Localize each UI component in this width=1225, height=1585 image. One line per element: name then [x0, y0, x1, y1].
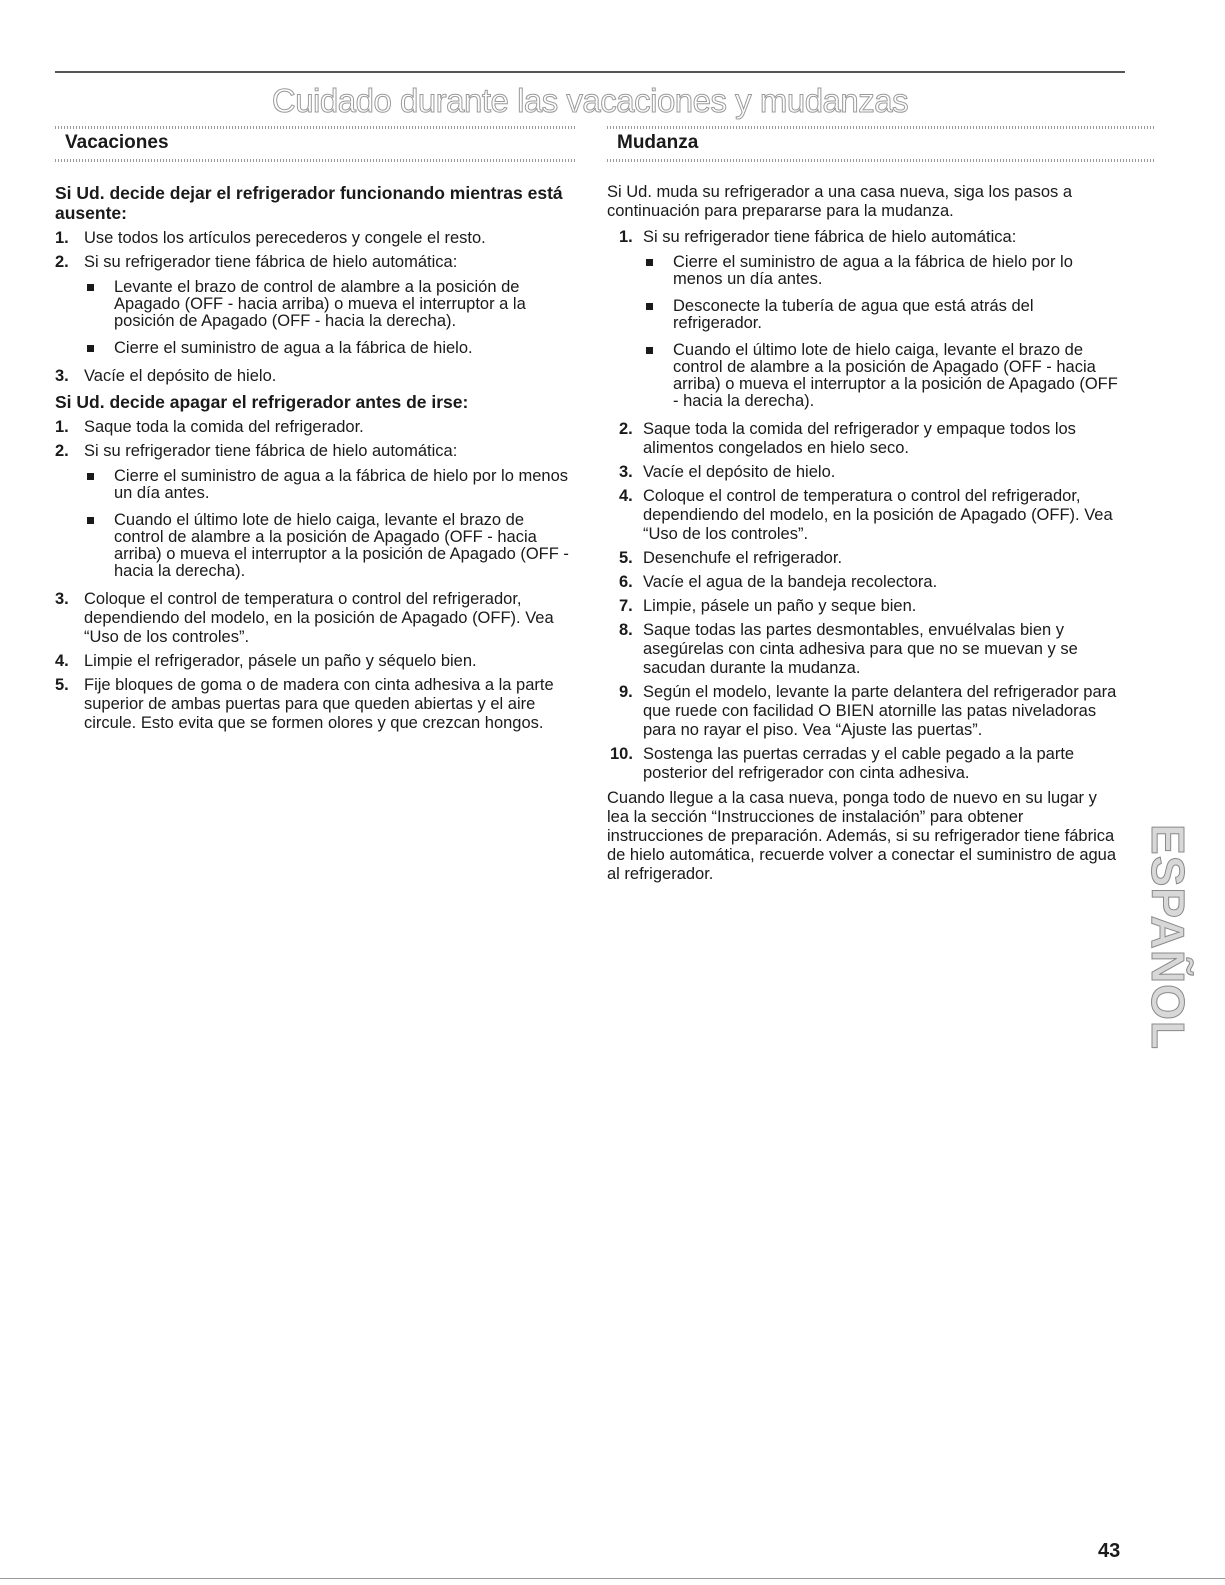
step-text: Vacíe el depósito de hielo. — [84, 367, 277, 385]
step-text: Sostenga las puertas cerradas y el cable pegado a la parte posterior del refrigerador con cinta adhesiva. — [643, 745, 1075, 782]
vacaciones-group1-steps — [55, 229, 575, 386]
step-text: Saque todas las partes desmontables, envuélvalas bien y asegúrelas con cinta adhesiva para que no se muevan y se sacudan durante la mudanza. — [643, 621, 1078, 677]
step-text: Coloque el control de temperatura o control del refrigerador, dependiendo del modelo, en la posición de Apagado (OFF). Vea “Uso de los controles”. — [643, 487, 1113, 543]
list-item — [607, 463, 1122, 482]
bottom-rule — [0, 1578, 1225, 1579]
page-number: 43 — [1098, 1540, 1121, 1562]
step-text: Saque toda la comida del refrigerador. — [84, 418, 364, 436]
list-item — [55, 652, 575, 671]
bullet-item: Desconecte la tubería de agua que está atrás del refrigerador. — [643, 298, 1122, 332]
step-text: Saque toda la comida del refrigerador y empaque todos los alimentos congelados en hielo seco. — [643, 420, 1076, 457]
step-number: 4. — [55, 652, 69, 670]
step-number: 3. — [619, 463, 633, 481]
bullet-item: Cuando el último lote de hielo caiga, levante el brazo de control de alambre a la posición de Apagado (OFF - hacia arriba) o mueva el interruptor a la posición de Apagado (OFF - hacia la derecha). — [84, 512, 575, 580]
list-item — [607, 228, 1122, 410]
list-item — [55, 253, 575, 357]
vacaciones-heading: Vacaciones — [65, 132, 169, 153]
list-item — [607, 745, 1122, 783]
step-number: 2. — [619, 420, 633, 438]
step-text: Coloque el control de temperatura o control del refrigerador, dependiendo del modelo, en la posición de Apagado (OFF). Vea “Uso de los controles”. — [84, 590, 554, 646]
bullet-item: Cierre el suministro de agua a la fábrica de hielo por lo menos un día antes. — [643, 254, 1122, 288]
language-side-tab-label: ESPAÑOL — [1142, 824, 1195, 1050]
step-text: Vacíe el agua de la bandeja recolectora. — [643, 573, 938, 591]
step-text: Según el modelo, levante la parte delantera del refrigerador para que ruede con facilidad O BIEN atornille las patas niveladoras para no rayar el piso. Vea “Ajuste las puertas”. — [643, 683, 1117, 739]
bullet-item: Cierre el suministro de agua a la fábrica de hielo. — [84, 340, 575, 357]
list-item — [607, 487, 1122, 544]
step-text: Vacíe el depósito de hielo. — [643, 463, 836, 481]
step-text: Fije bloques de goma o de madera con cinta adhesiva a la parte superior de ambas puertas para que queden abiertas y el aire circule. Esto evita que se formen olores y que crezcan hongos. — [84, 676, 554, 732]
list-item — [55, 590, 575, 647]
step-number: 1. — [55, 229, 69, 247]
bullet-item: Cuando el último lote de hielo caiga, levante el brazo de control de alambre a la posición de Apagado (OFF - hacia arriba) o mueva el interruptor a la posición de Apagado (OFF - hacia la derecha). — [643, 342, 1122, 410]
step-number: 6. — [619, 573, 633, 591]
step-text: Si su refrigerador tiene fábrica de hielo automática: — [84, 442, 458, 460]
bullet-list — [84, 279, 575, 357]
bullet-list — [84, 468, 575, 580]
step-number: 8. — [619, 621, 633, 639]
step-number: 1. — [619, 228, 633, 246]
step-number: 5. — [55, 676, 69, 694]
list-item — [607, 420, 1122, 458]
step-number: 3. — [55, 367, 69, 385]
step-text: Si su refrigerador tiene fábrica de hielo automática: — [84, 253, 458, 271]
step-text: Limpie, pásele un paño y seque bien. — [643, 597, 917, 615]
list-item — [607, 549, 1122, 568]
list-item — [607, 683, 1122, 740]
mudanza-closing: Cuando llegue a la casa nueva, ponga todo de nuevo en su lugar y lea la sección “Instrucciones de instalación” para obtener instrucciones de preparación. Además, si su refrigerador tiene fábrica de hielo automática, recuerde volver a conectar el suministro de agua al refrigerador. — [607, 789, 1117, 883]
list-item — [55, 442, 575, 580]
mudanza-column — [607, 125, 1122, 891]
step-text: Limpie el refrigerador, pásele un paño y séquelo bien. — [84, 652, 477, 670]
list-item — [607, 573, 1122, 592]
list-item — [55, 418, 575, 437]
step-number: 2. — [55, 253, 69, 271]
bullet-item: Levante el brazo de control de alambre a la posición de Apagado (OFF - hacia arriba) o mueva el interruptor a la posición de Apagado (OFF - hacia la derecha). — [84, 279, 575, 330]
page-title: Cuidado durante las vacaciones y mudanzas — [271, 82, 909, 119]
step-number: 2. — [55, 442, 69, 460]
language-side-tab — [1128, 812, 1208, 1062]
step-text: Desenchufe el refrigerador. — [643, 549, 843, 567]
bullet-list — [643, 254, 1122, 410]
step-number: 1. — [55, 418, 69, 436]
list-item — [55, 367, 575, 386]
vacaciones-group1-heading: Si Ud. decide dejar el refrigerador funcionando mientras está ausente: — [55, 183, 563, 223]
mudanza-intro: Si Ud. muda su refrigerador a una casa nueva, siga los pasos a continuación para prepararse para la mudanza. — [607, 183, 1073, 220]
step-number: 7. — [619, 597, 633, 615]
step-number: 9. — [619, 683, 633, 701]
step-text: Use todos los artículos perecederos y congele el resto. — [84, 229, 486, 247]
step-number: 10. — [610, 745, 633, 763]
list-item — [607, 621, 1122, 678]
step-number: 3. — [55, 590, 69, 608]
vacaciones-group2-heading: Si Ud. decide apagar el refrigerador antes de irse: — [55, 392, 469, 412]
bullet-item: Cierre el suministro de agua a la fábrica de hielo por lo menos un día antes. — [84, 468, 575, 502]
vacaciones-column — [55, 125, 575, 739]
step-text: Si su refrigerador tiene fábrica de hielo automática: — [643, 228, 1017, 246]
mudanza-steps — [607, 228, 1122, 783]
step-number: 4. — [619, 487, 633, 505]
list-item — [607, 597, 1122, 616]
list-item — [55, 229, 575, 248]
list-item — [55, 676, 575, 733]
mudanza-heading: Mudanza — [617, 132, 699, 153]
step-number: 5. — [619, 549, 633, 567]
top-rule — [55, 71, 1125, 73]
vacaciones-group2-steps — [55, 418, 575, 733]
